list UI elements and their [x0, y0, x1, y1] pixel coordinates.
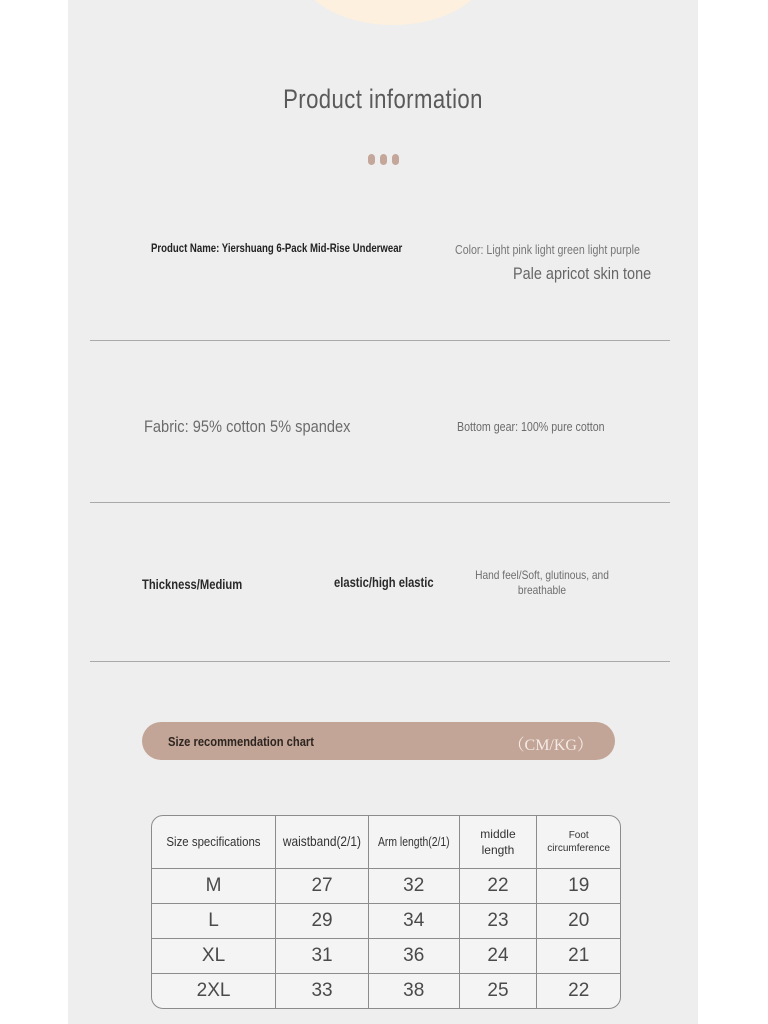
page-title: Product information — [283, 84, 483, 114]
table-cell: 24 — [459, 939, 537, 974]
table-cell: 31 — [276, 939, 369, 974]
divider — [90, 502, 670, 503]
table-cell: XL — [152, 939, 276, 974]
table-cell: 22 — [459, 869, 537, 904]
table-cell: 29 — [276, 904, 369, 939]
table-cell: 38 — [368, 974, 459, 1009]
table-cell: 33 — [276, 974, 369, 1009]
divider — [90, 340, 670, 341]
dot — [380, 154, 387, 165]
header-size-spec: Size specifications — [152, 816, 276, 869]
header-foot-circumference: Foot circumference — [537, 816, 620, 869]
dot — [392, 154, 399, 165]
divider — [90, 661, 670, 662]
table-cell: 19 — [537, 869, 620, 904]
thickness-info: Thickness/Medium — [142, 576, 243, 592]
color-line-1: Color: Light pink light green light purple — [455, 242, 640, 257]
size-chart-unit: （CM/KG） — [508, 737, 593, 754]
hand-feel-info — [472, 568, 611, 598]
fabric-info: Fabric: 95% cotton 5% spandex — [144, 417, 351, 436]
hand-feel-line-1: Hand feel/Soft, glutinous, and — [475, 568, 609, 582]
table-cell: 27 — [276, 869, 369, 904]
table-cell: 34 — [368, 904, 459, 939]
table-header-row — [152, 816, 620, 869]
header-waistband: waistband(2/1) — [276, 816, 369, 869]
table-cell: 22 — [568, 980, 590, 1001]
elastic-info: elastic/high elastic — [334, 574, 434, 590]
table-cell: 2XL — [152, 974, 276, 1009]
table-row — [152, 869, 620, 904]
header-middle-length: middle length — [459, 816, 537, 869]
product-info-panel — [68, 0, 698, 1024]
table-row — [152, 939, 620, 974]
table-cell: 32 — [368, 869, 459, 904]
hand-feel-line-2: breathable — [517, 583, 567, 597]
table-cell: 23 — [459, 904, 537, 939]
decorative-dots — [68, 154, 698, 165]
size-chart-label: Size recommendation chart — [168, 734, 315, 749]
table-cell: 25 — [459, 974, 537, 1009]
dot — [368, 154, 375, 165]
table-cell: 36 — [368, 939, 459, 974]
header-arm-length: Arm length(2/1) — [368, 816, 459, 869]
decorative-ellipse — [298, 0, 488, 25]
table-cell: 20 — [537, 904, 620, 939]
color-line-2: Pale apricot skin tone — [513, 264, 652, 283]
table-row — [152, 974, 620, 1009]
bottom-gear-info: Bottom gear: 100% pure cotton — [457, 419, 605, 434]
table-cell: 21 — [537, 939, 620, 974]
size-table — [151, 815, 621, 1009]
product-name: Product Name: Yiershuang 6-Pack Mid-Rise Underwear — [151, 241, 403, 255]
size-chart-banner — [142, 722, 615, 760]
table-row — [152, 904, 620, 939]
table-cell: L — [152, 904, 276, 939]
table-cell: M — [152, 869, 276, 904]
